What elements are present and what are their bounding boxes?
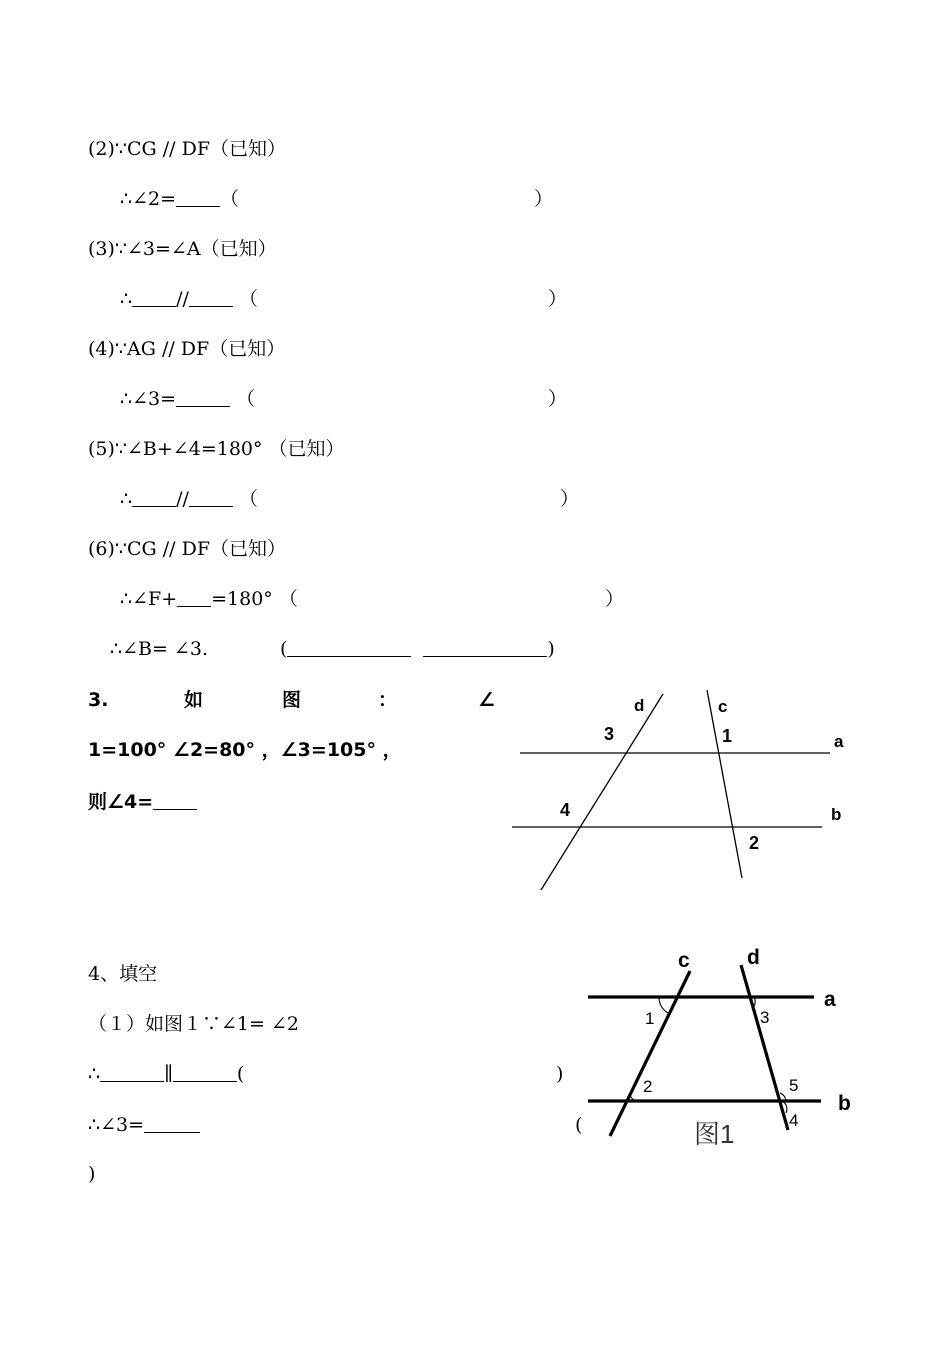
line-d [541,694,663,890]
p5-conclusion-prefix: ∴ [120,488,133,510]
fig1-label-1: 1 [645,1009,655,1028]
angle-1-arc [659,997,668,1013]
p4-answer-blank[interactable] [176,388,230,407]
q4-line3-prefix: ∴∠3= [88,1114,145,1136]
q4-angle3-blank[interactable] [144,1114,200,1133]
fig1-label-2: 2 [643,1077,653,1096]
fig1-label-a: a [824,988,836,1011]
label-b: b [831,805,842,824]
q3-angle-sign: ∠ [478,689,496,711]
q4-title: 4、填空 [88,963,158,985]
p6-conclusion-prefix: ∴∠F+ [120,588,178,610]
q3-colon: ： [378,689,398,711]
label-2: 2 [749,833,760,853]
q3-line3 [88,790,197,814]
fig1-line-d [741,965,788,1130]
p3-answer-blank-left[interactable] [132,288,176,307]
label-a: a [834,732,844,751]
q4-conclusion-prefix: ∴ [88,1063,101,1085]
p2-paren-open: （ [220,188,240,210]
q4-paren-close: ) [556,1063,564,1085]
fig1-label-3: 3 [760,1008,770,1027]
line-c [707,690,742,878]
label-1: 1 [722,726,733,746]
q4-answer-blank-left[interactable] [100,1063,164,1082]
final-reason [280,637,555,661]
final-reason-blank-2[interactable] [423,638,547,657]
p5-paren-close: ） [560,488,580,510]
final-paren-open: ( [280,638,288,660]
q4-conclusion [88,1062,244,1086]
fig1-label-4: 4 [789,1111,799,1130]
q4-sub1: （１）如图１∵∠1= ∠2 [88,1013,299,1035]
p5-conclusion [120,487,258,511]
p2-given: (2)∵CG // DF（已知） [88,138,287,160]
p6-paren-close: ） [605,588,625,610]
p2-conclusion-prefix: ∴∠2= [120,188,177,210]
p4-given: (4)∵AG // DF（已知） [88,338,286,360]
p4-paren-close: ） [548,388,568,410]
p3-paren-close: ） [548,288,568,310]
q4-line3-paren-open: ( [575,1114,583,1136]
p3-parallel-sign: // [176,288,189,310]
fig1-label-5: 5 [789,1076,799,1095]
label-c: c [718,697,728,716]
p5-answer-blank-right[interactable] [189,488,233,507]
fig1-label-b: b [838,1092,851,1115]
q3-number: 3. [88,689,109,711]
p4-conclusion [120,387,255,411]
p4-conclusion-prefix: ∴∠3= [120,388,177,410]
p6-answer-blank[interactable] [177,588,211,607]
p2-answer-blank[interactable] [176,188,220,207]
label-d: d [634,696,645,715]
p3-answer-blank-right[interactable] [189,288,233,307]
q3-word-ru: 如 [184,689,204,711]
q4-paren-open: ( [236,1063,245,1085]
final-conclusion: ∴∠B= ∠3. [110,638,208,660]
label-4: 4 [560,800,571,820]
q4-answer-blank-right[interactable] [173,1063,237,1082]
p5-given: (5)∵∠B+∠4=180° （已知） [88,438,345,460]
fig1-caption: 图1 [694,1119,735,1149]
fig1-label-d: d [747,946,760,969]
p5-answer-blank-left[interactable] [132,488,176,507]
p5-paren-open: （ [238,488,258,510]
q3-question-prefix: 则∠4= [88,791,154,813]
final-paren-close: ) [547,638,555,660]
p3-paren-open: （ [238,288,258,310]
q3-line2: 1=100° ∠2=80° ，∠3=105° ， [88,739,402,761]
p5-parallel-sign: // [176,488,189,510]
p3-conclusion [120,287,258,311]
figure-1 [580,940,870,1150]
q4-line4: ) [88,1163,96,1185]
p2-paren-close: ） [534,188,554,210]
p6-conclusion [120,587,298,611]
q4-parallel-sign: ∥ [164,1063,173,1085]
q3-figure [500,680,860,900]
p6-given: (6)∵CG // DF（已知） [88,538,287,560]
final-reason-blank-1[interactable] [287,638,411,657]
p4-paren-open: （ [236,388,256,410]
fig1-label-c: c [678,949,690,972]
p2-conclusion [120,187,239,211]
q4-line3 [88,1113,200,1137]
q3-word-tu: 图 [282,689,302,711]
q3-answer-blank[interactable] [153,790,197,810]
label-3: 3 [604,724,615,744]
p3-given: (3)∵∠3=∠A（已知） [88,238,277,260]
p6-conclusion-suffix: =180° （ [211,588,298,610]
p3-conclusion-prefix: ∴ [120,288,133,310]
